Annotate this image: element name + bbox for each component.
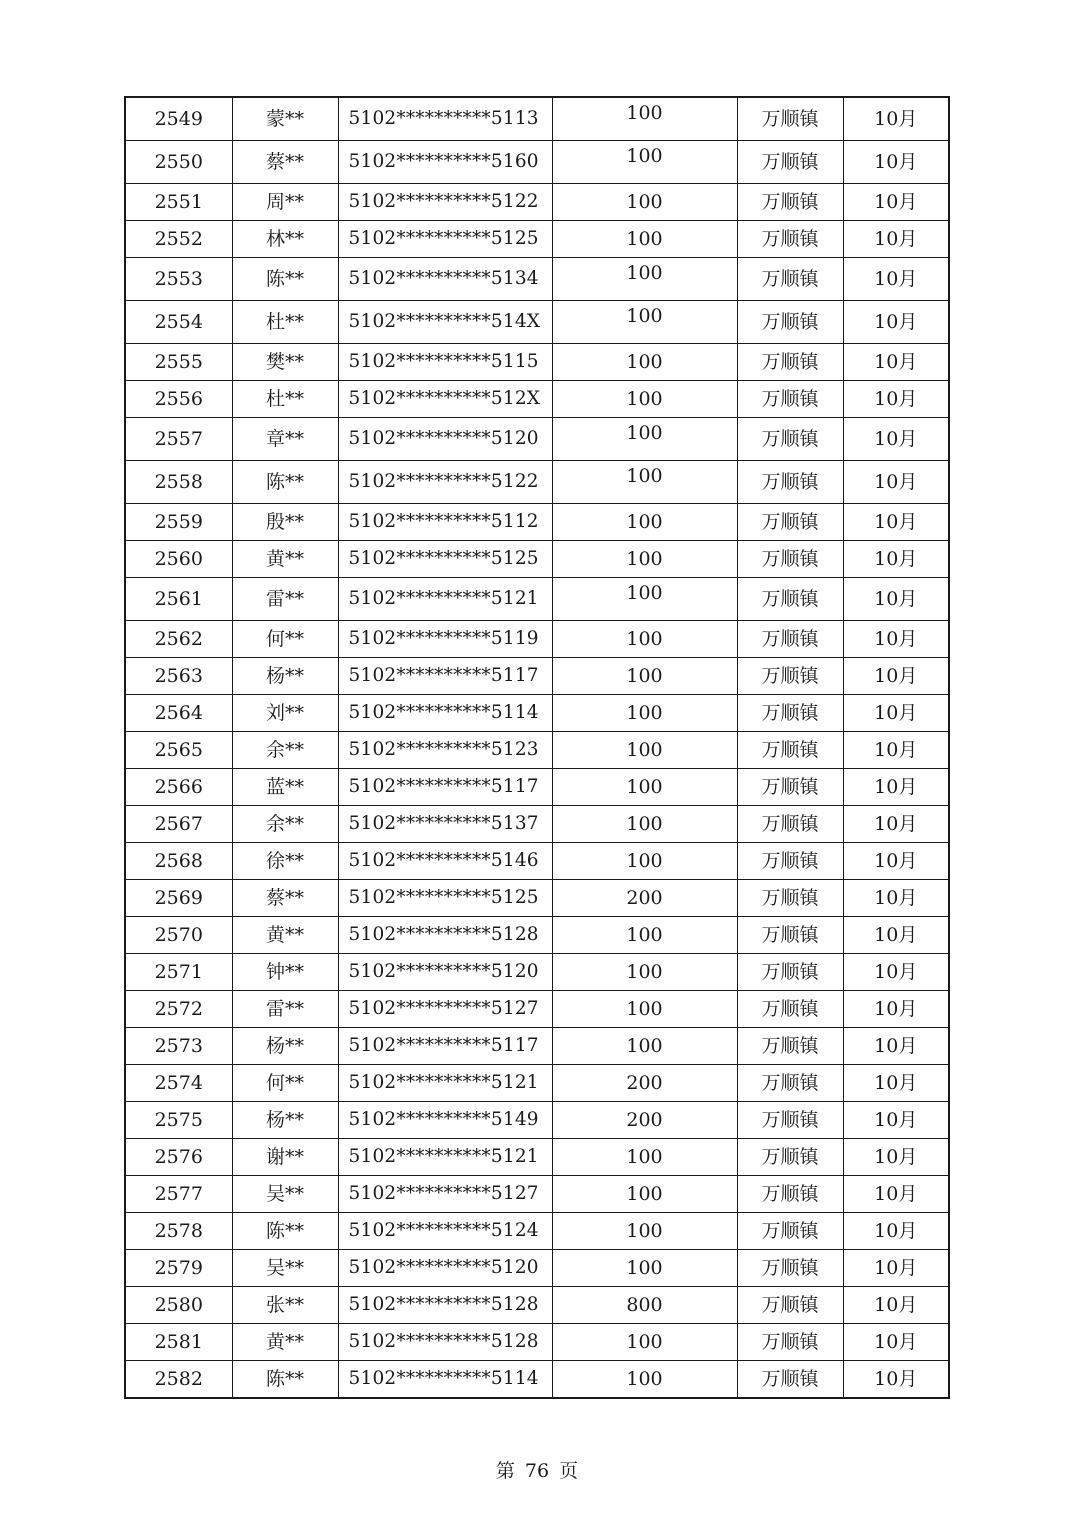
cell-id-number: 5102**********5115 [338,344,552,381]
cell-amount: 100 [552,1028,737,1065]
table-row [125,1139,949,1176]
cell-amount: 200 [552,1102,737,1139]
cell-serial-number: 2575 [125,1102,232,1139]
cell-month: 10月 [843,1213,949,1250]
table-row [125,141,949,184]
cell-serial-number: 2552 [125,221,232,258]
table-row [125,1287,949,1324]
cell-name: 周** [232,184,338,221]
cell-amount: 100 [552,991,737,1028]
cell-name: 徐** [232,843,338,880]
cell-name: 杨** [232,1102,338,1139]
cell-serial-number: 2571 [125,954,232,991]
cell-name: 张** [232,1287,338,1324]
cell-month: 10月 [843,344,949,381]
cell-id-number: 5102**********5123 [338,732,552,769]
cell-town: 万顺镇 [737,258,843,301]
cell-month: 10月 [843,1361,949,1399]
cell-month: 10月 [843,184,949,221]
cell-town: 万顺镇 [737,769,843,806]
cell-month: 10月 [843,732,949,769]
cell-id-number: 5102**********5121 [338,578,552,621]
cell-id-number: 5102**********5128 [338,1324,552,1361]
cell-serial-number: 2560 [125,541,232,578]
cell-month: 10月 [843,621,949,658]
cell-name: 陈** [232,258,338,301]
cell-id-number: 5102**********5120 [338,1250,552,1287]
cell-amount: 100 [552,954,737,991]
cell-amount: 100 [552,1213,737,1250]
cell-id-number: 5102**********5134 [338,258,552,301]
cell-town: 万顺镇 [737,880,843,917]
table-row [125,621,949,658]
cell-amount: 100 [552,221,737,258]
cell-month: 10月 [843,954,949,991]
table-row [125,221,949,258]
cell-town: 万顺镇 [737,917,843,954]
cell-town: 万顺镇 [737,732,843,769]
cell-serial-number: 2578 [125,1213,232,1250]
cell-name: 刘** [232,695,338,732]
cell-town: 万顺镇 [737,954,843,991]
cell-town: 万顺镇 [737,221,843,258]
cell-town: 万顺镇 [737,184,843,221]
cell-town: 万顺镇 [737,578,843,621]
cell-amount: 100 [552,418,737,461]
cell-name: 蓝** [232,769,338,806]
cell-name: 殷** [232,504,338,541]
cell-serial-number: 2549 [125,97,232,141]
table-row [125,541,949,578]
table-row [125,917,949,954]
cell-amount: 100 [552,184,737,221]
table-row [125,843,949,880]
cell-serial-number: 2563 [125,658,232,695]
cell-serial-number: 2581 [125,1324,232,1361]
cell-amount: 100 [552,769,737,806]
table-row [125,1361,949,1399]
cell-amount: 100 [552,658,737,695]
table-row [125,1250,949,1287]
cell-town: 万顺镇 [737,141,843,184]
cell-id-number: 5102**********5117 [338,1028,552,1065]
table-row [125,1213,949,1250]
cell-name: 蒙** [232,97,338,141]
cell-month: 10月 [843,258,949,301]
cell-name: 蔡** [232,141,338,184]
cell-id-number: 5102**********5125 [338,541,552,578]
cell-id-number: 5102**********5137 [338,806,552,843]
cell-name: 杨** [232,658,338,695]
cell-id-number: 5102**********5112 [338,504,552,541]
cell-town: 万顺镇 [737,695,843,732]
cell-month: 10月 [843,301,949,344]
cell-serial-number: 2561 [125,578,232,621]
cell-amount: 100 [552,1139,737,1176]
cell-id-number: 5102**********5119 [338,621,552,658]
cell-amount: 100 [552,541,737,578]
cell-month: 10月 [843,880,949,917]
cell-town: 万顺镇 [737,1065,843,1102]
table-row [125,461,949,504]
cell-month: 10月 [843,221,949,258]
cell-serial-number: 2568 [125,843,232,880]
cell-month: 10月 [843,1139,949,1176]
cell-amount: 100 [552,1176,737,1213]
cell-amount: 100 [552,141,737,184]
table-row [125,301,949,344]
cell-id-number: 5102**********5146 [338,843,552,880]
cell-month: 10月 [843,695,949,732]
cell-serial-number: 2574 [125,1065,232,1102]
cell-name: 陈** [232,1361,338,1399]
cell-id-number: 5102**********5114 [338,1361,552,1399]
cell-amount: 800 [552,1287,737,1324]
cell-town: 万顺镇 [737,541,843,578]
cell-id-number: 5102**********5121 [338,1065,552,1102]
table-row [125,806,949,843]
cell-name: 章** [232,418,338,461]
cell-month: 10月 [843,917,949,954]
table-row [125,1065,949,1102]
cell-amount: 100 [552,732,737,769]
cell-serial-number: 2556 [125,381,232,418]
cell-id-number: 5102**********514X [338,301,552,344]
cell-name: 杜** [232,381,338,418]
cell-month: 10月 [843,1065,949,1102]
cell-month: 10月 [843,97,949,141]
table-row [125,1324,949,1361]
table-row [125,258,949,301]
table-row [125,418,949,461]
cell-amount: 100 [552,578,737,621]
cell-serial-number: 2580 [125,1287,232,1324]
table-row [125,880,949,917]
cell-town: 万顺镇 [737,1139,843,1176]
cell-serial-number: 2570 [125,917,232,954]
cell-town: 万顺镇 [737,344,843,381]
cell-id-number: 5102**********5125 [338,221,552,258]
cell-amount: 100 [552,504,737,541]
cell-amount: 100 [552,621,737,658]
cell-id-number: 5102**********5127 [338,1176,552,1213]
cell-id-number: 5102**********5149 [338,1102,552,1139]
table-row [125,1028,949,1065]
cell-serial-number: 2579 [125,1250,232,1287]
cell-name: 吴** [232,1250,338,1287]
cell-id-number: 5102**********5117 [338,658,552,695]
cell-serial-number: 2555 [125,344,232,381]
cell-serial-number: 2553 [125,258,232,301]
cell-amount: 200 [552,1065,737,1102]
cell-town: 万顺镇 [737,301,843,344]
cell-id-number: 5102**********5127 [338,991,552,1028]
cell-amount: 100 [552,461,737,504]
cell-amount: 100 [552,97,737,141]
cell-id-number: 5102**********5122 [338,184,552,221]
cell-name: 何** [232,1065,338,1102]
table-row [125,732,949,769]
cell-month: 10月 [843,1102,949,1139]
cell-amount: 100 [552,1361,737,1399]
cell-id-number: 5102**********5160 [338,141,552,184]
cell-month: 10月 [843,504,949,541]
cell-name: 蔡** [232,880,338,917]
cell-name: 何** [232,621,338,658]
cell-serial-number: 2558 [125,461,232,504]
cell-town: 万顺镇 [737,621,843,658]
cell-month: 10月 [843,843,949,880]
cell-amount: 100 [552,1324,737,1361]
cell-id-number: 5102**********5128 [338,917,552,954]
cell-name: 陈** [232,1213,338,1250]
cell-id-number: 5102**********5128 [338,1287,552,1324]
cell-month: 10月 [843,541,949,578]
cell-serial-number: 2564 [125,695,232,732]
cell-town: 万顺镇 [737,1324,843,1361]
cell-town: 万顺镇 [737,418,843,461]
cell-id-number: 5102**********5114 [338,695,552,732]
cell-town: 万顺镇 [737,1102,843,1139]
table-body [125,97,949,1398]
cell-month: 10月 [843,461,949,504]
cell-name: 雷** [232,991,338,1028]
cell-serial-number: 2565 [125,732,232,769]
cell-serial-number: 2557 [125,418,232,461]
table-row [125,1102,949,1139]
cell-month: 10月 [843,578,949,621]
cell-serial-number: 2566 [125,769,232,806]
table-row [125,344,949,381]
cell-month: 10月 [843,418,949,461]
cell-month: 10月 [843,1287,949,1324]
table-row [125,381,949,418]
page-number: 第 76 页 [495,1460,579,1482]
table-row [125,658,949,695]
cell-serial-number: 2559 [125,504,232,541]
cell-town: 万顺镇 [737,658,843,695]
cell-serial-number: 2576 [125,1139,232,1176]
table-row [125,578,949,621]
cell-name: 陈** [232,461,338,504]
cell-town: 万顺镇 [737,1213,843,1250]
cell-name: 黄** [232,917,338,954]
cell-id-number: 5102**********5122 [338,461,552,504]
cell-name: 余** [232,806,338,843]
table-row [125,1176,949,1213]
cell-month: 10月 [843,769,949,806]
cell-serial-number: 2550 [125,141,232,184]
cell-name: 杜** [232,301,338,344]
cell-name: 雷** [232,578,338,621]
cell-id-number: 5102**********512X [338,381,552,418]
cell-town: 万顺镇 [737,806,843,843]
cell-month: 10月 [843,141,949,184]
cell-id-number: 5102**********5120 [338,954,552,991]
cell-serial-number: 2572 [125,991,232,1028]
cell-month: 10月 [843,1176,949,1213]
cell-amount: 100 [552,806,737,843]
cell-town: 万顺镇 [737,504,843,541]
cell-amount: 100 [552,301,737,344]
cell-town: 万顺镇 [737,1361,843,1399]
cell-serial-number: 2569 [125,880,232,917]
cell-amount: 100 [552,843,737,880]
cell-town: 万顺镇 [737,461,843,504]
cell-name: 谢** [232,1139,338,1176]
cell-town: 万顺镇 [737,991,843,1028]
cell-name: 吴** [232,1176,338,1213]
cell-name: 黄** [232,541,338,578]
cell-town: 万顺镇 [737,1028,843,1065]
cell-id-number: 5102**********5113 [338,97,552,141]
beneficiary-table [124,96,950,1399]
cell-town: 万顺镇 [737,1287,843,1324]
cell-amount: 100 [552,381,737,418]
cell-amount: 200 [552,880,737,917]
cell-name: 钟** [232,954,338,991]
cell-name: 林** [232,221,338,258]
cell-town: 万顺镇 [737,1176,843,1213]
table-row [125,184,949,221]
cell-month: 10月 [843,806,949,843]
cell-month: 10月 [843,1324,949,1361]
cell-serial-number: 2573 [125,1028,232,1065]
table-row [125,695,949,732]
table-row [125,769,949,806]
cell-town: 万顺镇 [737,1250,843,1287]
cell-amount: 100 [552,344,737,381]
cell-id-number: 5102**********5121 [338,1139,552,1176]
cell-name: 杨** [232,1028,338,1065]
cell-serial-number: 2551 [125,184,232,221]
cell-town: 万顺镇 [737,843,843,880]
table-row [125,97,949,141]
cell-serial-number: 2577 [125,1176,232,1213]
cell-id-number: 5102**********5120 [338,418,552,461]
cell-month: 10月 [843,1028,949,1065]
cell-name: 樊** [232,344,338,381]
table-row [125,504,949,541]
cell-month: 10月 [843,1250,949,1287]
cell-amount: 100 [552,1250,737,1287]
cell-month: 10月 [843,658,949,695]
cell-id-number: 5102**********5117 [338,769,552,806]
cell-id-number: 5102**********5124 [338,1213,552,1250]
cell-amount: 100 [552,258,737,301]
cell-town: 万顺镇 [737,381,843,418]
table-row [125,954,949,991]
cell-amount: 100 [552,917,737,954]
table-row [125,991,949,1028]
cell-serial-number: 2562 [125,621,232,658]
cell-serial-number: 2567 [125,806,232,843]
cell-amount: 100 [552,695,737,732]
cell-month: 10月 [843,381,949,418]
cell-town: 万顺镇 [737,97,843,141]
cell-name: 黄** [232,1324,338,1361]
cell-month: 10月 [843,991,949,1028]
cell-serial-number: 2582 [125,1361,232,1399]
cell-id-number: 5102**********5125 [338,880,552,917]
cell-serial-number: 2554 [125,301,232,344]
cell-name: 余** [232,732,338,769]
